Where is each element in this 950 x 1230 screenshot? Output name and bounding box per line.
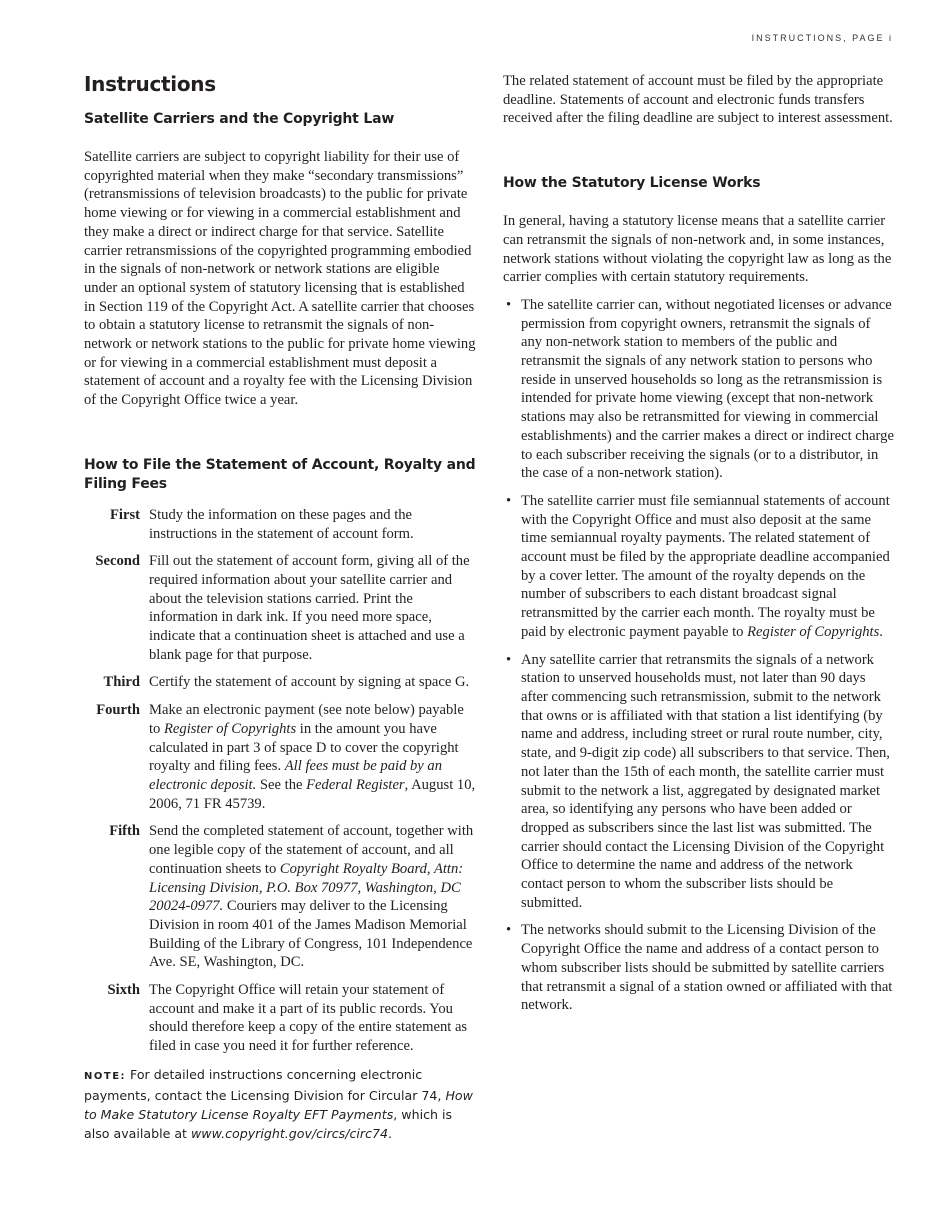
filing-deadline-paragraph: The related statement of account must be filed by the appropriate deadline. Statements of account and electronic funds transfers received after the filing deadline are subject to interest assessment. — [503, 73, 893, 127]
step-third — [84, 673, 476, 692]
bullet-icon: • — [506, 296, 512, 313]
step-text: Make an electronic payment (see note below) payable to Register of Copyrights in the amount you have calculated in part 3 of space D to cover the copyright royalty and filing fees. All fees must be paid by an electronic deposit. See the Federal Register, August 10, 2006, 71 FR 45739. — [149, 702, 476, 812]
step-fifth — [84, 822, 476, 972]
step-text: The Copyright Office will retain your statement of account and make it a part of its public records. You should therefore keep a copy of the entire statement as filed in case you need it for further reference. — [149, 982, 468, 1055]
step-label: Fourth — [96, 702, 140, 719]
bullet-icon: • — [506, 651, 512, 668]
list-item: • The satellite carrier can, without negotiated licenses or advance permission from copyright owners, retransmit the signals of any non-network station to members of the public and retransmit the signals of any network station to persons who reside in unserved households so long as the retransmission is intended for private home viewing (except that non-network stations may also be retransmitted for viewing in commercial establishments) and the carrier makes a direct or indirect charge to each subscriber receiving the signals (or to a distributor, in the case of a non-network station). — [506, 296, 894, 482]
section-heading-satellite-carriers: Satellite Carriers and the Copyright Law — [84, 111, 395, 127]
step-text: Send the completed statement of account, together with one legible copy of the statement of account, and all continuation sheets to Copyright Royalty Board, Attn: Licensing Division, P.O. Box 70977, Washington, DC 20024-0977. Couriers may deliver to the Licensing Division in room 401 of the James Madison Memorial Building of the Library of Congress, 101 Independence Ave. SE, Washington, DC. — [149, 823, 474, 971]
list-item: • Any satellite carrier that retransmits the signals of a network station to unserved households must, not later than 90 days after commencing such retransmission, submit to the network that owns or is affiliated with that station a list identifying (by name and address, including street or rural route number, city, state, and 9-digit zip code) all subscribers to that service. Then, not later than the 15th of each month, the satellite carrier must submit to the network a list, aggregated by designated market area, so identifying any persons who have been added or dropped as subscribers since the last list was submitted. The carrier should contact the Licensing Division of the Copyright Office to determine the name and address of the network contact person to whom the subscriber lists should be submitted. — [506, 651, 890, 911]
page-title: Instructions — [84, 72, 216, 96]
step-sixth — [84, 981, 476, 1056]
step-first — [84, 506, 476, 543]
step-text: Fill out the statement of account form, giving all of the required information about your satellite carrier and about the television stations carried. Print the information in dark ink. If you need more space, indicate that a continuation sheet is attached and use a blank page for that purpose. — [149, 553, 470, 663]
step-second — [84, 552, 476, 664]
left-column — [84, 66, 476, 1143]
step-text: Certify the statement of account by signing at space G. — [149, 674, 470, 691]
step-label: Sixth — [107, 982, 140, 999]
bullet-icon: • — [506, 922, 512, 939]
step-label: Third — [103, 674, 140, 691]
circular-74-link[interactable]: www.copyright.gov/circs/circ74 — [191, 1125, 389, 1141]
license-requirements-list — [503, 296, 895, 1015]
statutory-license-paragraph: In general, having a statutory license means that a satellite carrier can retransmit the signals of non-network and, in some instances, network stations without violating the copyright law as long as the carrier complies with certain statutory requirements. — [503, 213, 892, 286]
right-column — [503, 72, 895, 1024]
filing-steps — [84, 506, 476, 1056]
step-label: First — [110, 506, 140, 523]
electronic-payment-note: NOTE: For detailed instructions concerning electronic payments, contact the Licensing Division for Circular 74, How to Make Statutory License Royalty EFT Payments, which is also available at www.copyright.gov/circs/circ74. — [84, 1066, 473, 1141]
list-item: • The networks should submit to the Licensing Division of the Copyright Office the name and address of a contact person to whom subscriber lists should be submitted by satellite carriers that retransmit a signal of a station owned or affiliated with that network. — [506, 922, 893, 1014]
step-fourth — [84, 701, 476, 813]
step-text: Study the information on these pages and the instructions in the statement of account form. — [149, 506, 414, 542]
step-label: Second — [95, 553, 140, 570]
bullet-icon: • — [506, 492, 512, 509]
step-label: Fifth — [109, 823, 140, 840]
section-heading-how-license-works: How the Statutory License Works — [503, 175, 761, 192]
note-label: NOTE: — [84, 1070, 127, 1082]
satellite-carriers-paragraph: Satellite carriers are subject to copyright liability for their use of copyrighted material when they make “secondary transmissions” (retransmissions of television broadcasts) to the public for private home viewing or for viewing in a commercial establishment and they make a direct or indirect charge for that service. Satellite carrier retransmissions of the copyrighted programming embodied in the signals of non-network or network stations are eligible under an optional system of statutory licensing that is established in Section 119 of the Copyright Act. A satellite carrier that chooses to obtain a statutory license to retransmit the signals of non-network or network stations to the public for private home viewing or for viewing in a commercial establishment must deposit a statement of account and a royalty fee with the Licensing Division of the Copyright Office twice a year. — [84, 149, 476, 409]
list-item: • The satellite carrier must file semiannual statements of account with the Copyright Office and must also deposit at the same time semiannual royalty payments. The related statement of account must be filed by the appropriate deadline accompanied by a cover letter. The amount of the royalty depends on the number of subscribers to each distant broadcast signal retransmitted by the carrier each month. The royalty must be paid by electronic payment payable to Register of Copyrights. — [506, 492, 890, 640]
running-head: INSTRUCTIONS, PAGE i — [751, 33, 893, 43]
section-heading-how-to-file: How to File the Statement of Account, Royalty and Filing Fees — [84, 456, 476, 492]
